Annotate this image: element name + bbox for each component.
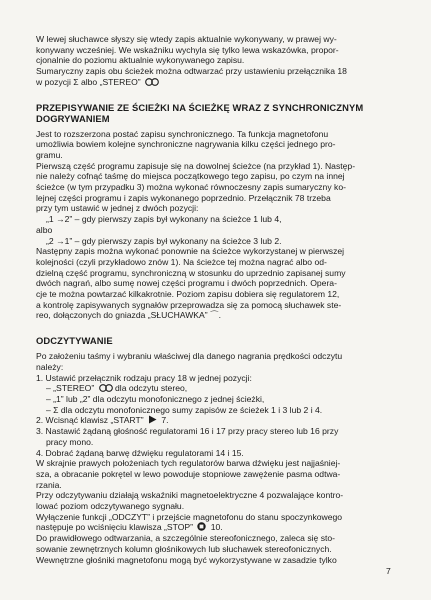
section-heading: DOGRYWANIEM (36, 112, 110, 124)
text-line: Po założeniu taśmy i wybraniu właściwej dla danego nagrania prędkości odczytu (36, 351, 343, 362)
text-line: a kontrolę zapisywanych sygnałów przeprowadza się za pomocą słuchawek ste- (36, 299, 342, 310)
list-item: 1. Ustawić przełącznik rodzaju pracy 18 w jednej pozycji: (36, 372, 252, 383)
text-line: umożliwia bowiem kolejne synchroniczne nagrywania kilku części jednego pro- (36, 139, 336, 150)
text-line: W lewej słuchawce słyszy się wtedy zapis aktualnie wykonywany, w prawej wy- (36, 34, 337, 44)
text-line: kolejności (czyli przykładowo znów 1). Na ścieżce tej można nagrać albo od- (36, 256, 327, 267)
paragraph (36, 161, 406, 215)
text-line: ścieżce (w tym przypadku 3) można wykonać równoczesny zapis sumaryczny ko- (36, 182, 346, 193)
text-line: Do prawidłowego odtwarzania, a szczególnie stereofonicznego, zaleca się sto- (36, 533, 336, 544)
paragraph (36, 512, 406, 533)
paragraph (36, 533, 406, 565)
text-line: dzielną część programu, synchroniczną w stosunku do uprzednio zapisanej sumy (36, 267, 346, 278)
paragraph (36, 129, 406, 161)
text-line: Jest to rozszerzona postać zapisu synchronicznego. Ta funkcja magnetofonu (36, 128, 329, 139)
section-heading: ODCZYTYWANIE (36, 335, 113, 347)
paragraph (36, 351, 406, 372)
text-line: lejnej części programu i zapis wykonanego poprzednio. Przełącznik 78 trzeba (36, 192, 331, 203)
text-line: cje te można powtarzać kilkakrotnie. Poziom zapisu dobiera się regulatorem 12, (36, 289, 340, 300)
text-line: Przy odczytywaniu działają wskaźniki magnetoelektryczne 4 pozwalające kontro- (36, 490, 344, 501)
list-item: – „1” lub „2” dla odczytu monofonicznego z jednej ścieżki, (46, 393, 265, 404)
text-line: reo, dołączonych do gniazda „SŁUCHAWKA” ⌒. (36, 310, 222, 321)
option-line: „2 →1” – gdy pierwszy zapis był wykonany na ścieżce 3 lub 2. (46, 235, 282, 246)
text-fragment: 10. (210, 522, 223, 533)
text-line: sowanie zewnętrznych kolumn głośnikowych lub słuchawek stereofonicznych. (36, 543, 332, 554)
list-item: pracy mono. (46, 436, 94, 447)
text-line: cjonalnie do poziomu aktualnie wykonywanego zapisu. (36, 55, 245, 66)
text-line: W skrajnie prawych położeniach tych regulatorów barwa dźwięku jest najjaśniej- (36, 458, 341, 469)
paragraph (36, 490, 406, 511)
stereo-rings-icon (145, 78, 159, 86)
section-playback (36, 335, 406, 565)
text-fragment: następuje po wciśnięciu klawisza „STOP” (36, 522, 193, 533)
text-line: dwóch nagrań, albo sumę nowej części programu i dwóch poprzednich. Opera- (36, 278, 337, 289)
stop-circle-icon (197, 522, 206, 531)
text-line: należy: (36, 361, 64, 372)
text-line: Wyłączenie funkcji „ODCZYT” i przejście magnetofonu do stanu spoczynkowego (36, 511, 343, 522)
list-item: 4. Dobrać żądaną barwę dźwięku regulatorami 14 i 15. (36, 447, 244, 458)
paragraph (36, 246, 406, 321)
list-item: – Σ dla odczytu monofonicznego sumy zapisów ze ścieżek 1 i 3 lub 2 i 4. (46, 404, 323, 415)
text-line: przy tym ustawić w jednej z dwóch pozycji: (36, 203, 199, 214)
list-item (36, 383, 406, 394)
text-fragment: dla odczytu stereo, (115, 383, 188, 394)
text-fragment: – „STEREO” (46, 383, 95, 394)
text-line: Pierwszą część programu zapisuje się na dowolnej ścieżce (na przykład 1). Następ- (36, 160, 356, 171)
text-fragment: 7. (161, 415, 169, 426)
text-line: rzania. (36, 479, 62, 490)
text-line: albo (36, 224, 53, 235)
text-line: Wewnętrzne głośniki magnetofonu mogą być wykorzystywane w zasadzie tylko (36, 554, 337, 565)
section-dubbing (36, 102, 406, 322)
list-item (36, 415, 406, 426)
play-triangle-icon (148, 415, 157, 424)
paragraph (36, 458, 406, 490)
text-line (36, 77, 406, 88)
text-line: nie należy cofnąć taśmę do miejsca początkowego tego zapisu, po czym na innej (36, 171, 345, 182)
stereo-rings-icon (99, 384, 113, 392)
steps-list (36, 373, 406, 459)
text-line (36, 522, 406, 533)
list-item: 3. Nastawić żądaną głośność regulatorami 16 i 17 przy pracy stereo lub 16 przy (36, 426, 339, 437)
document-page (36, 34, 406, 565)
intro-block (36, 34, 406, 88)
option-line: „1 →2” – gdy pierwszy zapis był wykonany na ścieżce 1 lub 4, (46, 214, 282, 225)
text-line: sza, a obracanie pokrętel w lewo powoduje stopniowe zawężenie pasma odtwa- (36, 468, 341, 479)
page-number: 7 (386, 566, 391, 576)
text-line: gramu. (36, 149, 63, 160)
text-line: konywany wcześniej. We wskaźniku wychyla się tylko lewa wskazówka, propor- (36, 44, 339, 55)
text-line: lować poziom odczytywanego sygnału. (36, 501, 185, 512)
text-line: Sumaryczny zapis obu ścieżek można odtwarzać przy ustawieniu przełącznika 18 (36, 66, 347, 77)
text-line: Następny zapis można wykonać ponownie na ścieżce wykorzystanej w pierwszej (36, 246, 345, 257)
text-fragment: 2. Wcisnąć klawisz „START” (36, 415, 144, 426)
section-heading: PRZEPISYWANIE ZE ŚCIEŻKI NA ŚCIEŻKĘ WRAZ Z SYNCHRONICZNYM (36, 101, 364, 113)
text-fragment: w pozycji Σ albo „STEREO” (36, 76, 141, 87)
